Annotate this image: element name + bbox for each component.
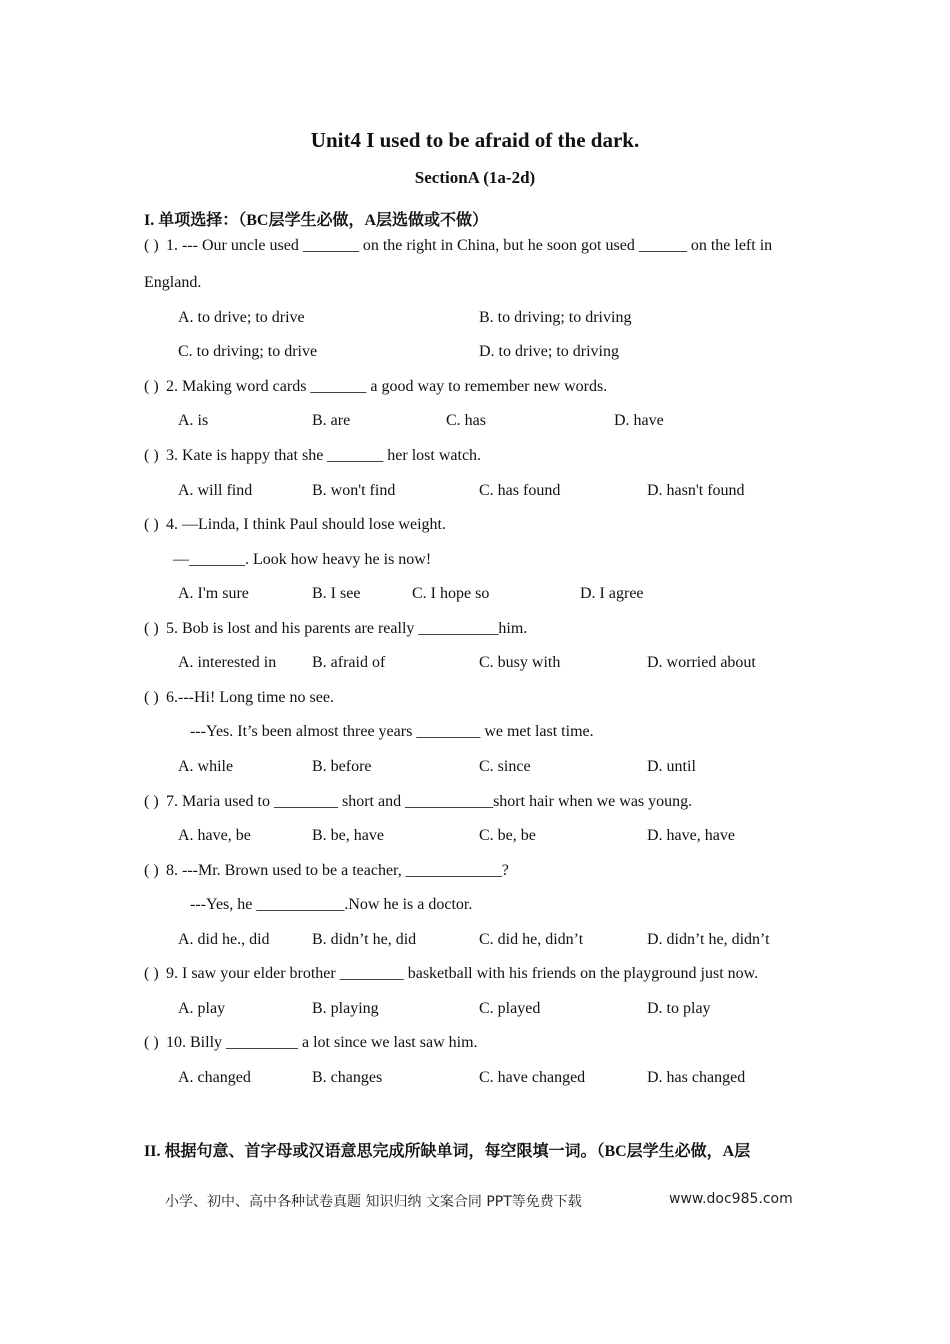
answer-bracket: ( ): [144, 965, 159, 982]
question-8-reply: ---Yes, he ___________.Now he is a doctor.: [190, 896, 473, 913]
answer-bracket: ( ): [144, 516, 159, 533]
q6-option-c: C. since: [479, 758, 531, 775]
section-2-heading: II. 根据句意、首字母或汉语意思完成所缺单词，每空限填一词。（BC层学生必做，A层: [144, 1143, 751, 1160]
q1-option-a: A. to drive; to drive: [178, 309, 305, 326]
answer-bracket: ( ): [144, 447, 159, 464]
q1-option-b: B. to driving; to driving: [479, 309, 632, 326]
q3-option-a: A. will find: [178, 482, 253, 499]
q5-option-b: B. afraid of: [312, 654, 386, 671]
q6-option-a: A. while: [178, 758, 234, 775]
q6-option-d: D. until: [647, 758, 696, 775]
q6-option-b: B. before: [312, 758, 372, 775]
q9-option-c: C. played: [479, 1000, 541, 1017]
q4-option-d: D. I agree: [580, 585, 644, 602]
footer-url[interactable]: www.doc985.com: [669, 1191, 793, 1207]
question-7: 7. Maria used to ________ short and ___________short hair when we was young.: [166, 793, 693, 810]
q4-option-c: C. I hope so: [412, 585, 490, 602]
question-3: 3. Kate is happy that she _______ her lost watch.: [166, 447, 482, 464]
question-4-reply: —_______. Look how heavy he is now!: [173, 551, 432, 568]
q10-option-d: D. has changed: [647, 1069, 746, 1086]
q10-option-b: B. changes: [312, 1069, 383, 1086]
q7-option-a: A. have, be: [178, 827, 251, 844]
question-9: 9. I saw your elder brother ________ basketball with his friends on the playground just now.: [166, 965, 759, 982]
answer-bracket: ( ): [144, 1034, 159, 1051]
q3-option-b: B. won't find: [312, 482, 396, 499]
answer-bracket: ( ): [144, 862, 159, 879]
q8-option-a: A. did he., did: [178, 931, 270, 948]
q7-option-c: C. be, be: [479, 827, 536, 844]
answer-bracket: ( ): [144, 689, 159, 706]
q2-option-c: C. has: [446, 412, 486, 429]
q8-option-c: C. did he, didn’t: [479, 931, 584, 948]
q1-option-c: C. to driving; to drive: [178, 343, 318, 360]
answer-bracket: ( ): [144, 620, 159, 637]
answer-bracket: ( ): [144, 378, 159, 395]
q1-option-d: D. to drive; to driving: [479, 343, 619, 360]
q3-option-c: C. has found: [479, 482, 561, 499]
q5-option-a: A. interested in: [178, 654, 277, 671]
footer-text: 小学、初中、高中各种试卷真题 知识归纳 文案合同 PPT等免费下载: [165, 1194, 582, 1210]
question-6-reply: ---Yes. It’s been almost three years ________ we met last time.: [190, 723, 594, 740]
q10-option-a: A. changed: [178, 1069, 251, 1086]
q4-option-a: A. I'm sure: [178, 585, 249, 602]
question-1: 1. --- Our uncle used _______ on the right in China, but he soon got used ______ on the left in: [166, 237, 773, 254]
q10-option-c: C. have changed: [479, 1069, 586, 1086]
answer-bracket: ( ): [144, 793, 159, 810]
question-1-continued: England.: [144, 274, 202, 291]
q3-option-d: D. hasn't found: [647, 482, 745, 499]
q2-option-d: D. have: [614, 412, 664, 429]
q8-option-d: D. didn’t he, didn’t: [647, 931, 770, 948]
section-subtitle: SectionA (1a-2d): [414, 168, 536, 187]
section-1-heading: I. 单项选择：（BC层学生必做，A层选做或不做）: [144, 212, 489, 229]
q2-option-b: B. are: [312, 412, 351, 429]
question-10: 10. Billy _________ a lot since we last saw him.: [166, 1034, 478, 1051]
q8-option-b: B. didn’t he, did: [312, 931, 417, 948]
question-4: 4. —Linda, I think Paul should lose weight.: [166, 516, 446, 533]
q9-option-d: D. to play: [647, 1000, 711, 1017]
q5-option-c: C. busy with: [479, 654, 561, 671]
answer-bracket: ( ): [144, 237, 159, 254]
q9-option-b: B. playing: [312, 1000, 379, 1017]
q9-option-a: A. play: [178, 1000, 226, 1017]
q7-option-b: B. be, have: [312, 827, 384, 844]
question-6: 6.---Hi! Long time no see.: [166, 689, 334, 706]
q4-option-b: B. I see: [312, 585, 361, 602]
question-8: 8. ---Mr. Brown used to be a teacher, ____________?: [166, 862, 509, 879]
page-title: Unit4 I used to be afraid of the dark.: [310, 128, 640, 152]
question-2: 2. Making word cards _______ a good way to remember new words.: [166, 378, 608, 395]
q2-option-a: A. is: [178, 412, 209, 429]
question-5: 5. Bob is lost and his parents are really __________him.: [166, 620, 528, 637]
q7-option-d: D. have, have: [647, 827, 735, 844]
q5-option-d: D. worried about: [647, 654, 756, 671]
